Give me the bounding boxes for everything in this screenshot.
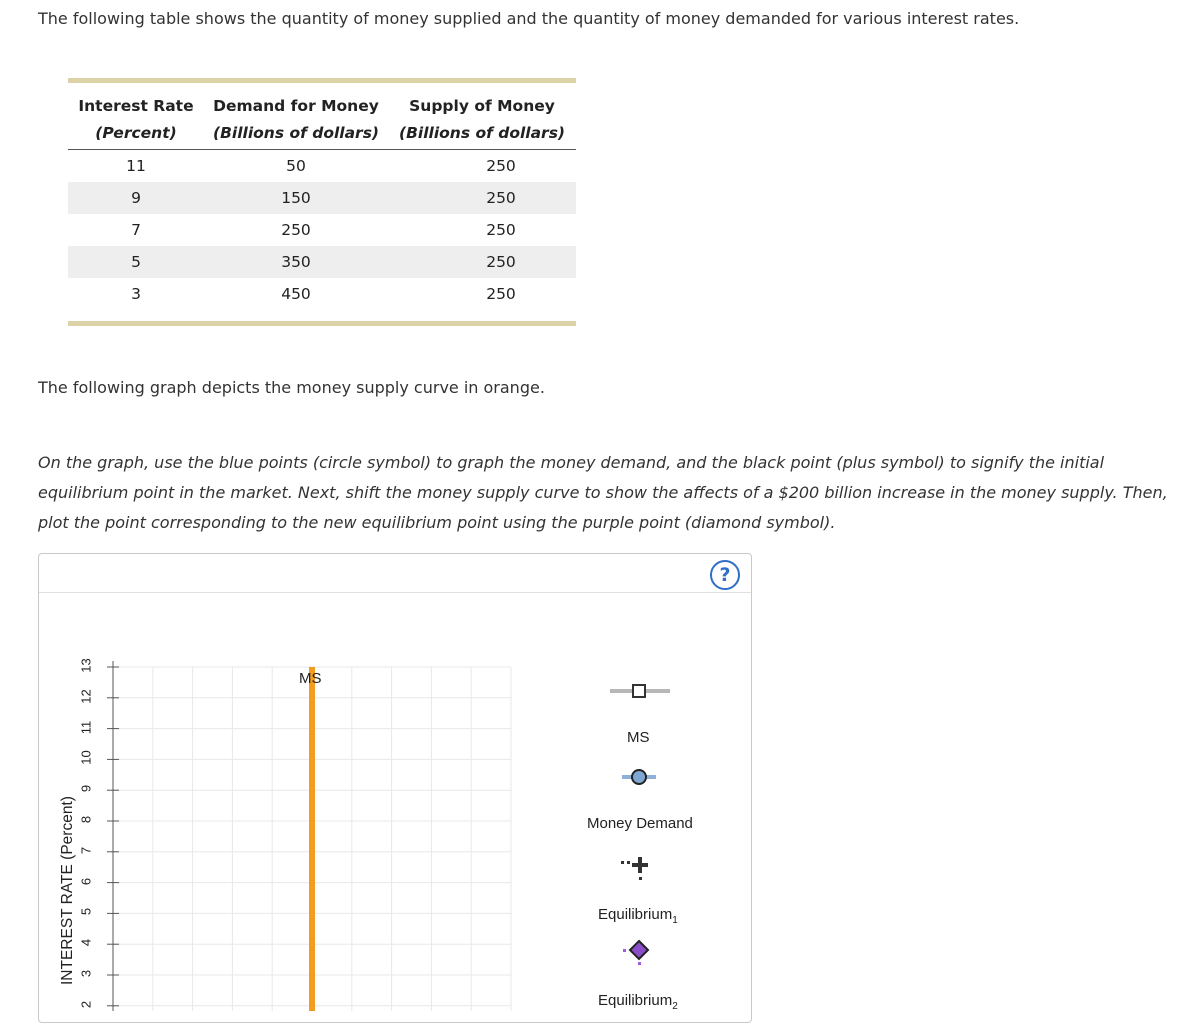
header-demand-for-money: Demand for Money (Billions of dollars) (212, 97, 380, 142)
y-tick-label: 7 (78, 846, 94, 854)
money-table (68, 78, 576, 326)
table-bottom-rule (68, 321, 576, 326)
table-row: 7 250 250 (131, 221, 516, 239)
legend-money-demand-label: Money Demand (587, 815, 693, 832)
y-tick-label: 12 (78, 689, 94, 704)
square-icon (633, 685, 645, 697)
y-tick-label: 11 (78, 720, 94, 734)
graph-canvas[interactable] (38, 553, 752, 1011)
legend-equilibrium1-tool[interactable] (621, 857, 648, 880)
y-tick-label: 8 (78, 815, 94, 824)
header-interest-rate: Interest Rate (Percent) (78, 97, 194, 142)
y-tick-label: 6 (78, 877, 94, 885)
table-row: 5 350 250 (68, 246, 576, 278)
y-tick-label: 2 (78, 1000, 94, 1008)
diamond-icon (630, 941, 648, 959)
ms-curve[interactable] (309, 667, 315, 1011)
legend-equilibrium1-label: Equilibrium$_1$ (598, 906, 678, 926)
header-supply-of-money: Supply of Money (Billions of dollars) (398, 97, 566, 142)
legend-ms-label: MS (627, 729, 650, 746)
legend-money-demand-tool[interactable] (622, 770, 656, 784)
legend-ms-tool[interactable] (610, 685, 670, 697)
instructions-text: On the graph, use the blue points (circle symbol) to graph the money demand, and the black point (plus symbol) to signify the initial equilibrium point in the market. Next, shift the money supply curve to show the affects of a $200 billion increase in the money supply. Then, plot the point corresponding to the new equilibrium point using the purple point (diamond symbol). (38, 453, 1168, 532)
intro-text: The following table shows the quantity of money supplied and the quantity of money demanded for various interest rates. (38, 9, 1020, 28)
table-row: 9 150 250 (68, 182, 576, 214)
y-tick-label: 5 (78, 908, 94, 916)
y-axis-label: INTEREST RATE (Percent) (59, 796, 76, 985)
graph-intro-text: The following graph depicts the money supply curve in orange. (38, 378, 545, 397)
circle-icon (632, 770, 646, 784)
table-row: 3 450 250 (131, 285, 516, 303)
y-tick-label: 10 (78, 750, 94, 766)
help-icon[interactable]: ? (710, 560, 740, 590)
legend-equilibrium2-tool[interactable] (623, 941, 648, 965)
table-row: 11 50 250 (126, 157, 516, 175)
ms-curve-label: MS (299, 670, 322, 687)
legend-equilibrium2-label: Equilibrium$_2$ (598, 992, 678, 1012)
y-tick-label: 3 (78, 969, 94, 978)
table-header (68, 83, 576, 150)
y-tick-label: 9 (78, 785, 94, 793)
y-tick-label: 13 (78, 658, 94, 673)
y-tick-label: 4 (78, 939, 94, 947)
